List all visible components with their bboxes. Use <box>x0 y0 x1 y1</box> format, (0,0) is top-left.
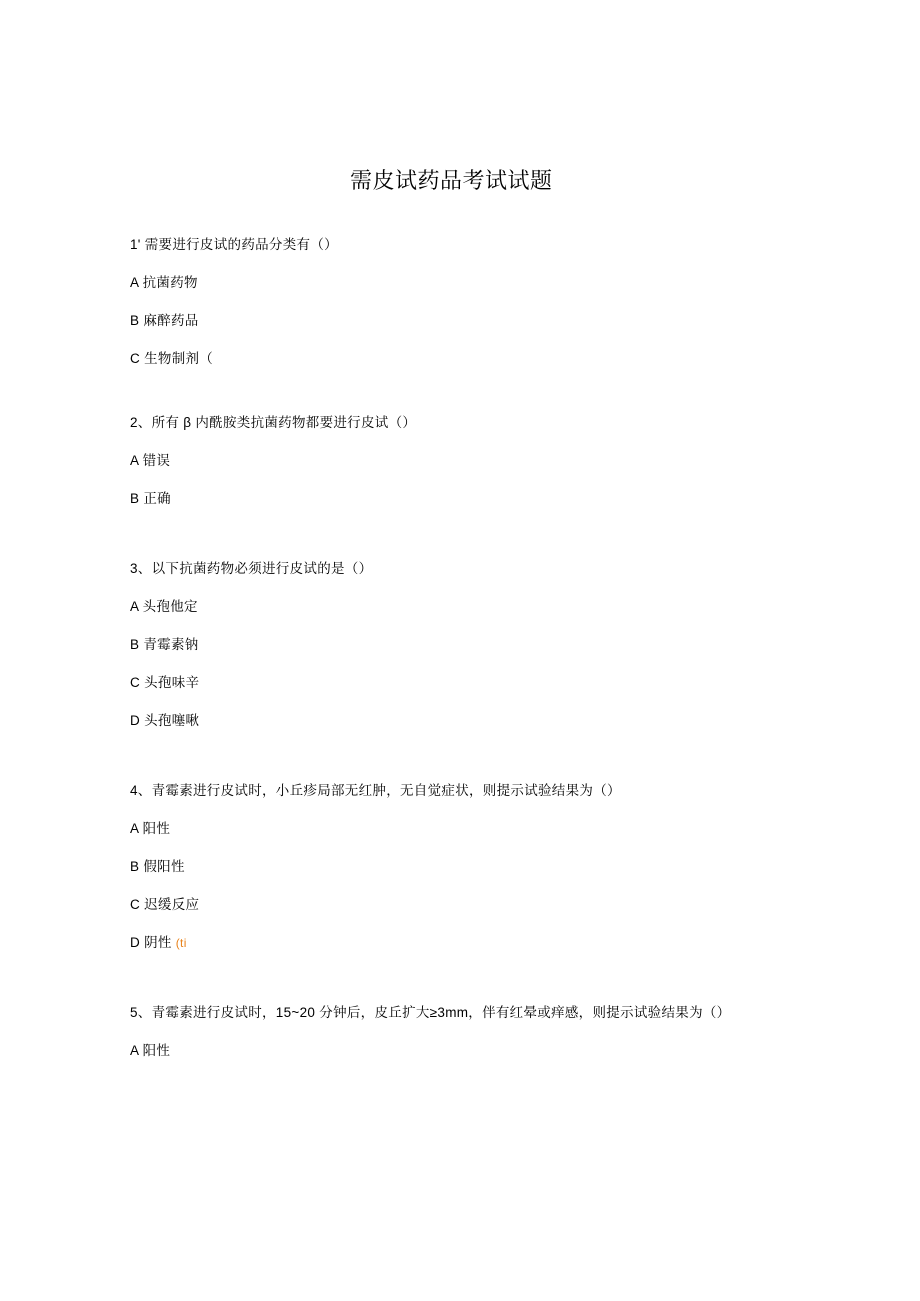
question-option: B 假阳性 <box>130 859 185 874</box>
question-stem: 3、以下抗菌药物必须进行皮试的是（） <box>130 561 373 576</box>
question-stem: 4、青霉素进行皮试时，小丘疹局部无红肿，无自觉症状，则提示试验结果为（） <box>130 783 621 798</box>
question-option <box>130 930 830 956</box>
section-spacer <box>130 968 830 1000</box>
question-block <box>130 778 830 956</box>
question-option: B 青霉素钠 <box>130 637 199 652</box>
questions-container <box>130 232 830 1076</box>
question-option: A 阳性 <box>130 1043 171 1058</box>
question-block <box>130 232 830 372</box>
section-spacer <box>130 746 830 778</box>
option-text: D 阴性 <box>130 935 172 950</box>
question-option: A 抗菌药物 <box>130 275 198 290</box>
question-stem: 1' 需要进行皮试的药品分类有（） <box>130 237 338 252</box>
annotation-mark: (ti <box>175 936 187 950</box>
question-option: C 迟缓反应 <box>130 897 200 912</box>
question-block <box>130 556 830 734</box>
page-title: 需皮试药品考试试题 <box>350 168 553 193</box>
question-option: A 阳性 <box>130 821 171 836</box>
question-option: C 头孢味辛 <box>130 675 200 690</box>
question-stem: 2、所有 β 内酰胺类抗菌药物都要进行皮试（） <box>130 415 417 430</box>
question-option: A 头孢他定 <box>130 599 198 614</box>
question-block <box>130 410 830 512</box>
section-spacer <box>130 524 830 556</box>
question-option: D 头孢噻啾 <box>130 713 200 728</box>
question-stem: 5、青霉素进行皮试时，15~20 分钟后，皮丘扩大≥3mm，伴有红晕或痒感，则提示试验结果为（） <box>130 1005 731 1020</box>
question-option: B 麻醉药品 <box>130 313 199 328</box>
question-block <box>130 1000 830 1064</box>
question-option: C 生物制剂（ <box>130 351 214 366</box>
question-option: A 错误 <box>130 453 171 468</box>
question-option: B 正确 <box>130 491 171 506</box>
section-spacer <box>130 384 830 410</box>
